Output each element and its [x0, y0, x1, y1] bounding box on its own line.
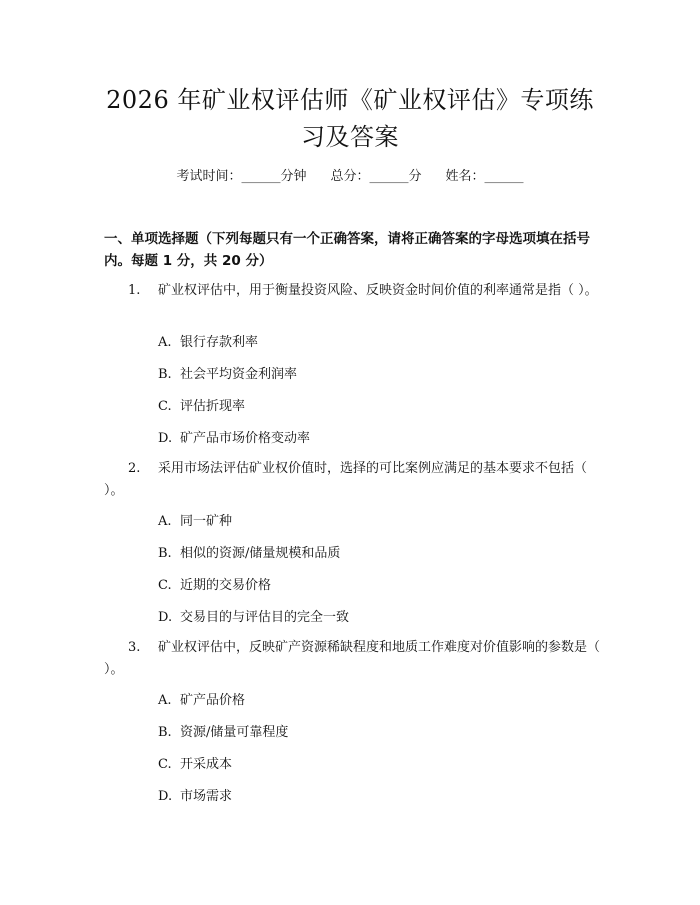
document-title-line-2: 习及答案 — [301, 123, 399, 151]
option-text: 同一矿种 — [180, 514, 233, 529]
option-letter: C. — [158, 578, 172, 593]
option-text: 评估折现率 — [180, 399, 246, 414]
option-1-b — [158, 365, 297, 385]
option-1-a — [158, 333, 258, 353]
option-2-c — [158, 576, 271, 596]
question-1 — [104, 280, 600, 302]
option-letter: D. — [158, 789, 173, 804]
option-3-d — [158, 787, 232, 807]
option-text: 银行存款利率 — [180, 335, 259, 350]
question-text: 矿业权评估中，反映矿产资源稀缺程度和地质工作难度对价值影响的参数是（ ）。 — [104, 640, 601, 677]
option-2-b — [158, 544, 340, 564]
option-letter: D. — [158, 431, 173, 446]
exam-info-line — [0, 167, 700, 187]
option-letter: B. — [158, 546, 172, 561]
option-letter: C. — [158, 757, 172, 772]
option-text: 矿产品市场价格变动率 — [180, 431, 311, 446]
option-text: 开采成本 — [180, 757, 233, 772]
option-text: 市场需求 — [180, 789, 233, 804]
option-letter: D. — [158, 610, 173, 625]
option-letter: B. — [158, 725, 172, 740]
option-text: 交易目的与评估目的完全一致 — [180, 610, 350, 625]
document-title-line-1: 2026 年矿业权评估师《矿业权评估》专项练 — [106, 86, 594, 114]
exam-time-field: 考试时间：______分钟 — [176, 169, 307, 184]
section-heading: 一、单项选择题（下列每题只有一个正确答案，请将正确答案的字母选项填在括号内。每题 1 分，共 20 分） — [104, 231, 590, 269]
option-1-d — [158, 429, 310, 449]
option-text: 相似的资源/储量规模和品质 — [180, 546, 341, 561]
option-3-a — [158, 691, 245, 711]
option-letter: B. — [158, 367, 172, 382]
question-number: 1. — [128, 283, 141, 298]
option-3-c — [158, 755, 232, 775]
option-3-b — [158, 723, 288, 743]
option-letter: A. — [158, 514, 172, 529]
question-3 — [104, 637, 600, 681]
option-letter: A. — [158, 335, 172, 350]
total-score-field: 总分：______分 — [330, 169, 422, 184]
option-letter: C. — [158, 399, 172, 414]
question-number: 2. — [128, 461, 141, 476]
option-text: 近期的交易价格 — [180, 578, 272, 593]
question-number: 3. — [128, 640, 141, 655]
option-text: 社会平均资金利润率 — [180, 367, 298, 382]
option-2-d — [158, 608, 349, 628]
option-text: 资源/储量可靠程度 — [180, 725, 289, 740]
option-text: 矿产品价格 — [180, 693, 246, 708]
option-2-a — [158, 512, 232, 532]
student-name-field: 姓名：______ — [445, 169, 524, 184]
question-text: 矿业权评估中，用于衡量投资风险、反映资金时间价值的利率通常是指（ ）。 — [158, 283, 598, 298]
option-1-c — [158, 397, 245, 417]
option-letter: A. — [158, 693, 172, 708]
question-text: 采用市场法评估矿业权价值时，选择的可比案例应满足的基本要求不包括（ ）。 — [104, 461, 588, 498]
question-2 — [104, 458, 600, 502]
